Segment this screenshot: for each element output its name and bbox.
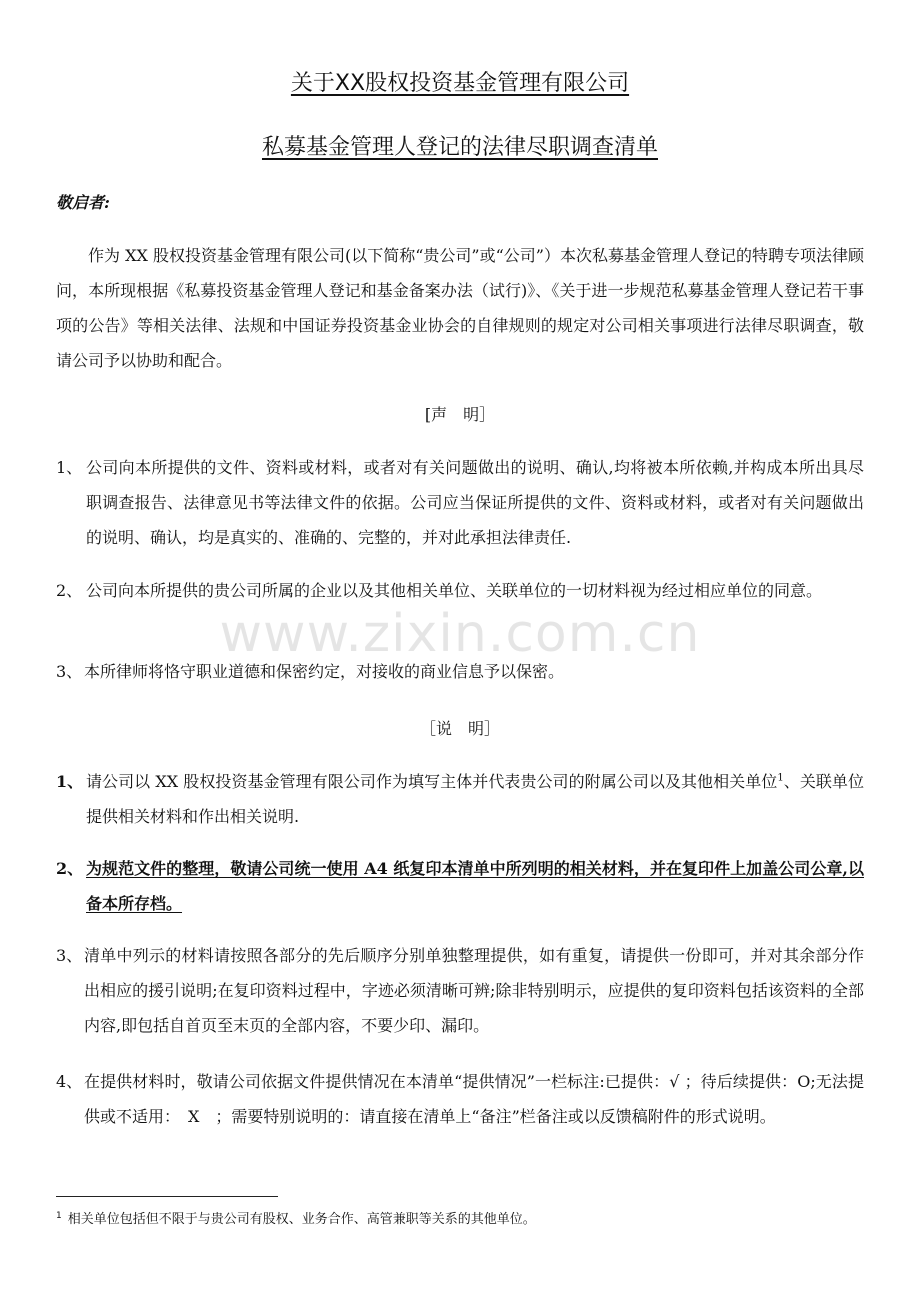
footnote — [56, 1208, 536, 1227]
statement-item-1 — [56, 450, 864, 555]
item-number: 1、 — [56, 772, 84, 791]
explanation-heading: ［说 明］ — [419, 719, 500, 738]
item-number: 3、 — [56, 946, 83, 965]
item-number: 3、 — [56, 662, 83, 681]
salutation: 敬启者: — [56, 193, 110, 212]
item-text: 为规范文件的整理，敬请公司统一使用 A4 纸复印本清单中所列明的相关材料，并在复印件上加盖公司公章,以备本所存档。 — [86, 859, 864, 913]
item-text: 公司向本所提供的贵公司所属的企业以及其他相关单位、关联单位的一切材料视为经过相应单位的同意。 — [86, 581, 823, 600]
item-number: 1、 — [56, 458, 83, 477]
footnote-mark: 1 — [56, 1210, 62, 1221]
watermark: www.zixin.com.cn — [219, 604, 701, 664]
footnote-reference: 1 — [777, 772, 784, 784]
document-title-line1: 关于XX股权投资基金管理有限公司 — [290, 71, 630, 96]
explanation-item-2 — [56, 851, 864, 921]
item-text: 在提供材料时，敬请公司依据文件提供情况在本清单“提供情况”一栏标注:已提供：√ ；待后续提供：O;无法提供或不适用： X ；需要特别说明的：请直接在清单上“备注”栏备注或以反馈稿附件的形式说明。 — [84, 1072, 864, 1126]
explanation-item-1 — [56, 764, 864, 834]
item-text-part-a: 请公司以 XX 股权投资基金管理有限公司作为填写主体并代表贵公司的附属公司以及其他相关单位 — [86, 772, 778, 791]
statement-item-2 — [56, 573, 864, 608]
item-text: 清单中列示的材料请按照各部分的先后顺序分别单独整理提供，如有重复，请提供一份即可，并对其余部分作出相应的援引说明;在复印资料过程中，字迹必须清晰可辨;除非特别明示，应提供的复印资料包括该资料的全部内容,即包括自首页至末页的全部内容，不要少印、漏印。 — [84, 946, 864, 1035]
document-title-line2: 私募基金管理人登记的法律尽职调查清单 — [261, 135, 658, 160]
item-text — [56, 764, 864, 834]
item-number: 2、 — [56, 581, 83, 600]
explanation-item-3 — [56, 938, 864, 1043]
item-text-part-b: 、关联单位提供相关材料和作出相关说明. — [86, 772, 864, 826]
intro-paragraph: 作为 XX 股权投资基金管理有限公司(以下简称“贵公司”或“公司”）本次私募基金管理人登记的特聘专项法律顾问，本所现根据《私募投资基金管理人登记和基金备案办法（试行)》、《关于进一步规范私募基金管理人登记若干事项的公告》等相关法律、法规和中国证券投资基金业协会的自律规则的规定对公司相关事项进行法律尽职调查，敬请公司予以协助和配合。 — [56, 246, 864, 370]
explanation-item-4 — [56, 1064, 864, 1134]
footnote-text: 相关单位包括但不限于与贵公司有股权、业务合作、高管兼职等关系的其他单位。 — [67, 1212, 536, 1227]
footnote-divider — [56, 1196, 278, 1197]
item-text: 公司向本所提供的文件、资料或材料，或者对有关问题做出的说明、确认,均将被本所依赖,并构成本所出具尽职调查报告、法律意见书等法律文件的依据。公司应当保证所提供的文件、资料或材料，或者对有关问题做出的说明、确认，均是真实的、准确的、完整的，并对此承担法律责任. — [86, 458, 864, 547]
item-number: 2、 — [56, 859, 84, 878]
item-text: 本所律师将恪守职业道德和保密约定，对接收的商业信息予以保密。 — [84, 662, 565, 681]
item-number: 4、 — [56, 1072, 83, 1091]
statement-heading: [声 明］ — [424, 405, 496, 424]
